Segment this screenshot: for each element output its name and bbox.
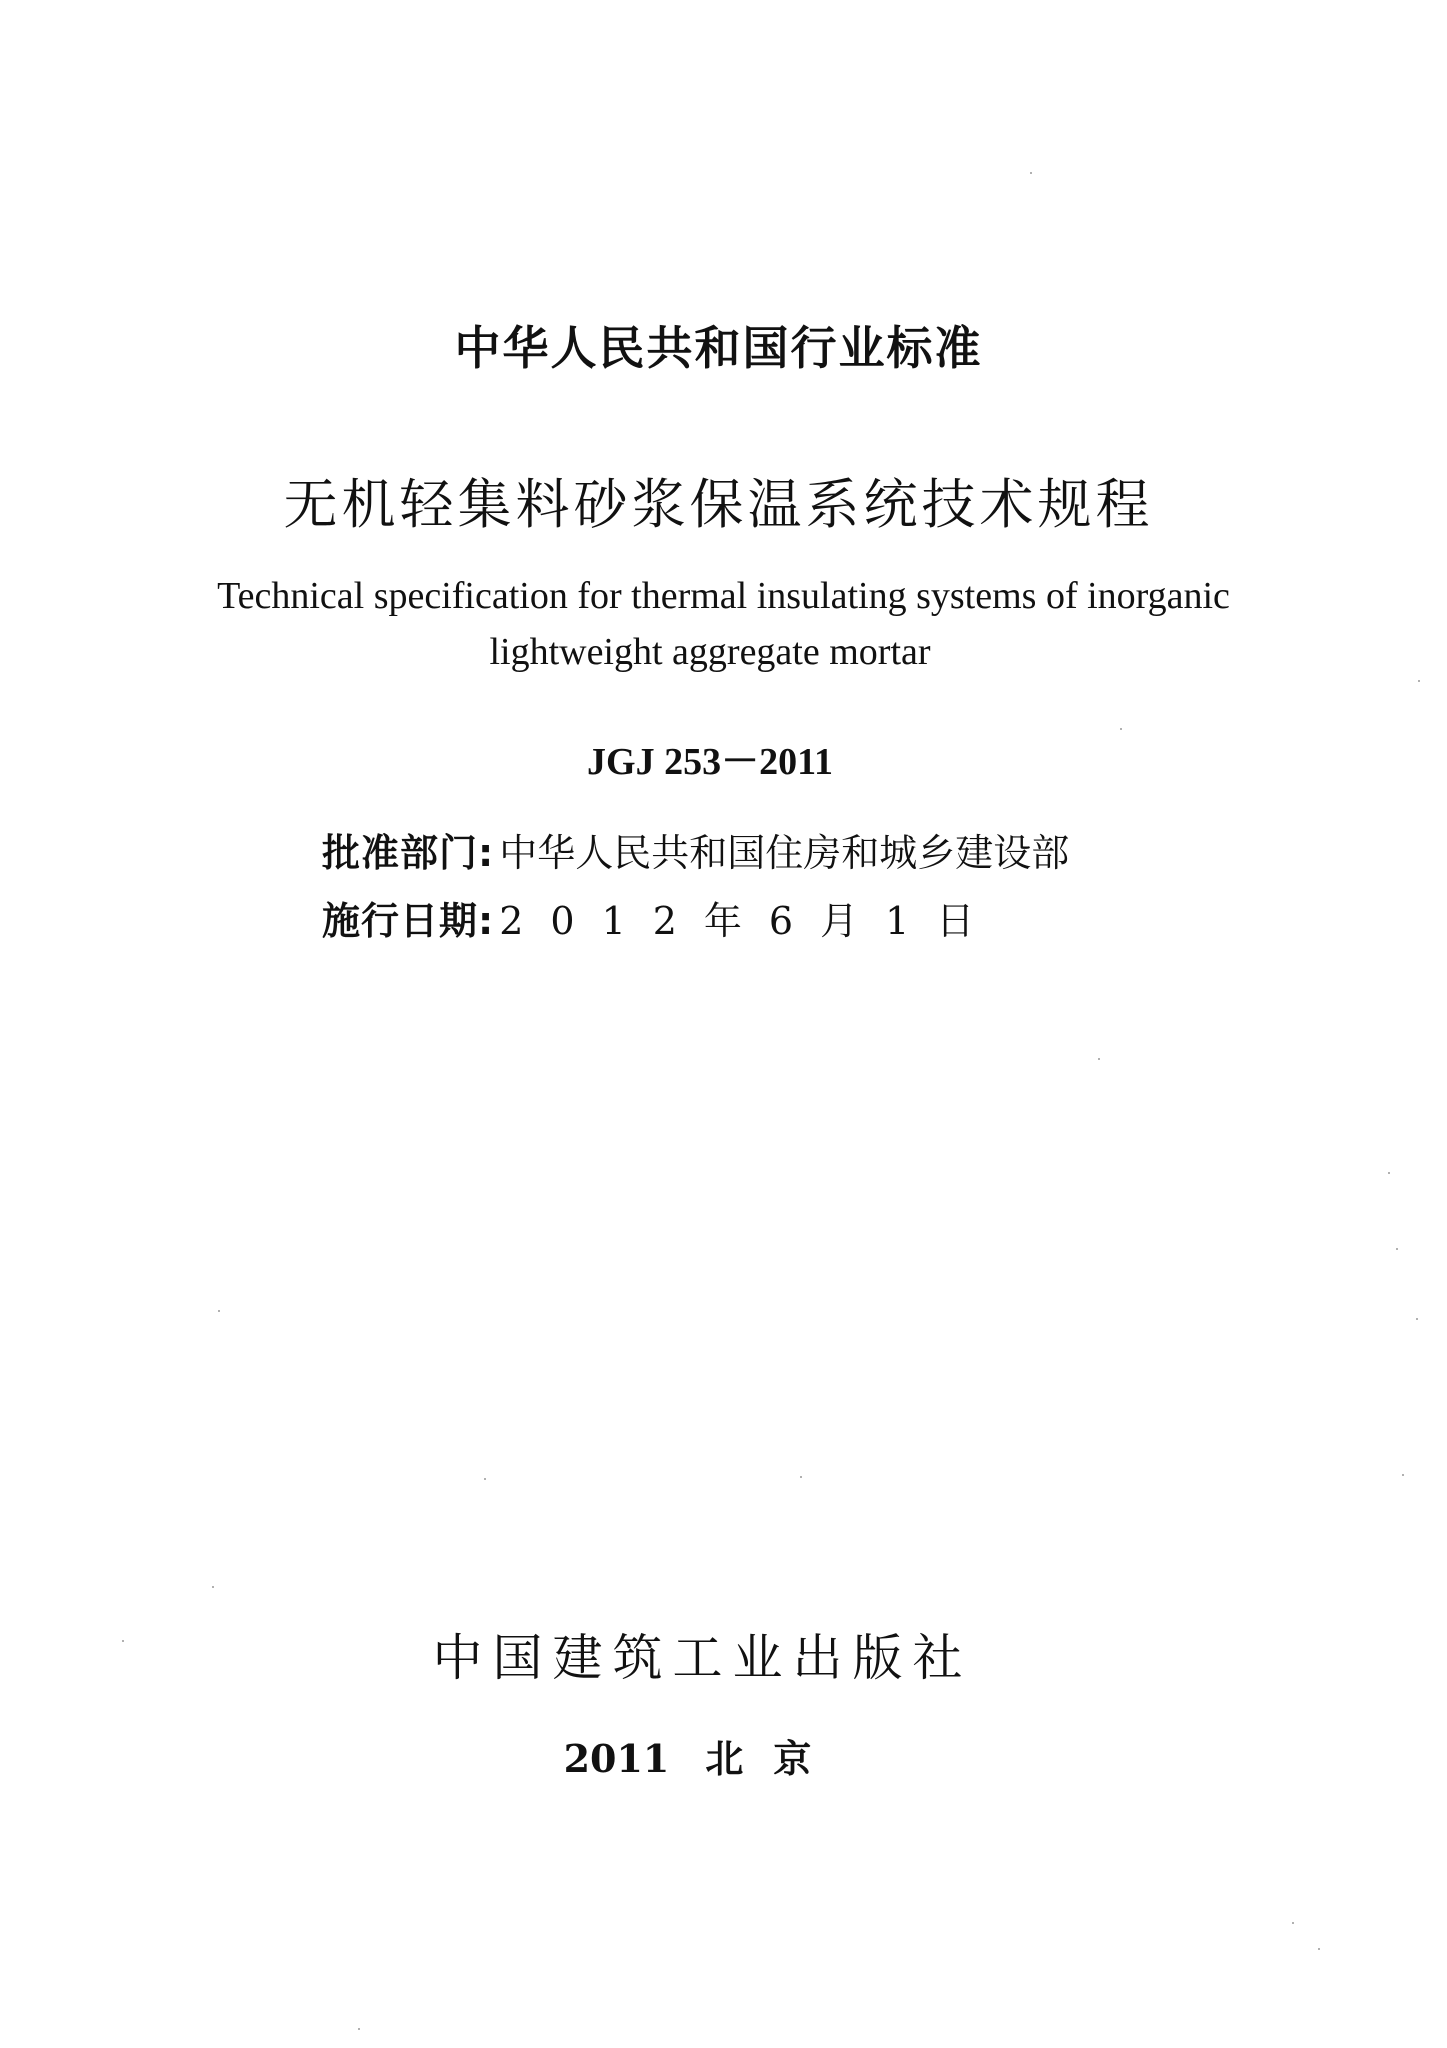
document-title-chinese: 无机轻集料砂浆保温系统技术规程 <box>283 473 1154 536</box>
scan-speck <box>122 1640 124 1642</box>
label-colon: : <box>478 831 494 875</box>
standard-category-heading: 中华人民共和国行业标准 <box>454 321 983 375</box>
approval-info-block <box>322 822 1222 958</box>
scan-speck <box>212 1586 214 1588</box>
effective-date-label: 施行日期 <box>322 899 479 943</box>
scan-speck <box>1318 1948 1320 1950</box>
scan-speck <box>1292 1922 1294 1924</box>
scan-speck <box>1402 1474 1404 1476</box>
scan-speck <box>1416 1318 1418 1320</box>
effective-date-row <box>322 890 1222 958</box>
document-title-english-line1: Technical specification for thermal insulating systems of inorganic <box>217 575 1230 617</box>
publication-city: 北京 <box>705 1736 842 1781</box>
document-title-english-line2: lightweight aggregate mortar <box>489 631 931 673</box>
scan-speck <box>358 2028 360 2030</box>
scan-speck <box>1388 1172 1390 1174</box>
effective-date-value: 2012年6月1日 <box>499 899 1002 943</box>
scan-speck <box>1418 680 1420 682</box>
scan-speck <box>218 1310 220 1312</box>
label-colon: : <box>478 899 494 943</box>
scan-speck <box>1396 1248 1398 1250</box>
approval-department-row <box>322 822 1222 890</box>
standard-number: JGJ 253－2011 <box>587 741 833 783</box>
publication-year: 2011 <box>563 1736 670 1781</box>
publication-year-city <box>0 1728 1405 1783</box>
scan-speck <box>1098 1058 1100 1060</box>
approval-department-label: 批准部门 <box>322 831 479 875</box>
scan-speck <box>484 1478 486 1480</box>
approval-department-value: 中华人民共和国住房和城乡建设部 <box>499 831 1070 875</box>
scan-speck <box>1030 172 1032 174</box>
publisher-name: 中国建筑工业出版社 <box>432 1629 973 1687</box>
scan-speck <box>800 1476 802 1478</box>
scan-speck <box>1120 728 1122 730</box>
